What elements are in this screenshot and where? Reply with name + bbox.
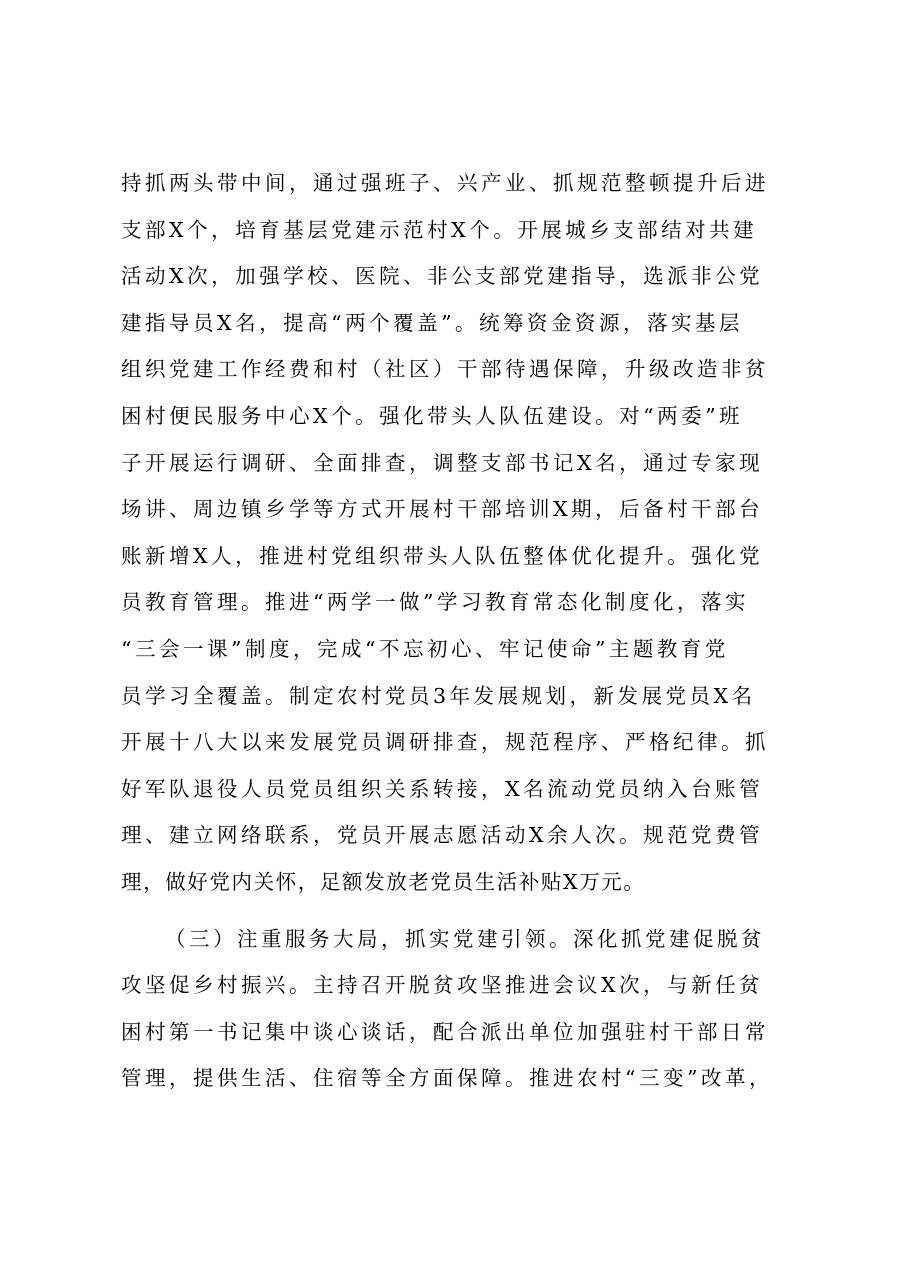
text-line: 好军队退役人员党员组织关系转接，X名流动党员纳入台账管 xyxy=(121,776,764,801)
body-text xyxy=(121,160,821,1102)
text-line: 困村第一书记集中谈心谈话，配合派出单位加强驻村干部日常 xyxy=(121,1019,769,1044)
text-line: 组织党建工作经费和村（社区）干部待遇保障，升级改造非贫 xyxy=(121,357,769,382)
text-line: 攻坚促乡村振兴。主持召开脱贫攻坚推进会议X次，与新任贫 xyxy=(121,973,764,998)
paragraph xyxy=(121,906,821,1102)
text-line: （三）注重服务大局，抓实党建引领。深化抓党建促脱贫 xyxy=(165,926,765,951)
text-line: 场讲、周边镇乡学等方式开展村干部培训X期，后备村干部台 xyxy=(121,497,764,522)
text-line: 子开展运行调研、全面排查，调整支部书记X名，通过专家现 xyxy=(121,450,764,475)
text-line: 持抓两头带中间，通过强班子、兴产业、抓规范整顿提升后进 xyxy=(121,171,769,195)
text-line: 困村便民服务中心X个。强化带头人队伍建设。对“两委”班 xyxy=(121,403,744,428)
paragraph-gap xyxy=(121,906,821,916)
text-line: 开展十八大以来发展党员调研排查，规范程序、严格纪律。抓 xyxy=(121,730,769,755)
text-line: “三会一课”制度，完成“不忘初心、牢记使命”主题教育党 xyxy=(121,636,729,661)
text-line: 员学习全覆盖。制定农村党员3年发展规划，新发展党员X名 xyxy=(121,683,756,708)
text-line: 活动X次，加强学校、医院、非公支部党建指导，选派非公党 xyxy=(121,264,764,289)
paragraph xyxy=(121,160,821,906)
text-line: 支部X个，培育基层党建示范村X个。开展城乡支部结对共建 xyxy=(121,217,758,242)
text-line: 管理，提供生活、住宿等全方面保障。推进农村“三变”改革， xyxy=(121,1066,773,1091)
text-line: 理，做好党内关怀，足额发放老党员生活补贴X万元。 xyxy=(121,869,646,894)
text-line: 员教育管理。推进“两学一做”学习教育常态化制度化，落实 xyxy=(121,590,749,615)
text-line: 账新增X人，推进村党组织带头人队伍整体优化提升。强化党 xyxy=(121,543,764,568)
text-line: 建指导员X名，提高“两个覆盖”。统筹资金资源，落实基层 xyxy=(121,310,744,335)
text-line: 理、建立网络联系，党员开展志愿活动X余人次。规范党费管 xyxy=(121,823,764,848)
